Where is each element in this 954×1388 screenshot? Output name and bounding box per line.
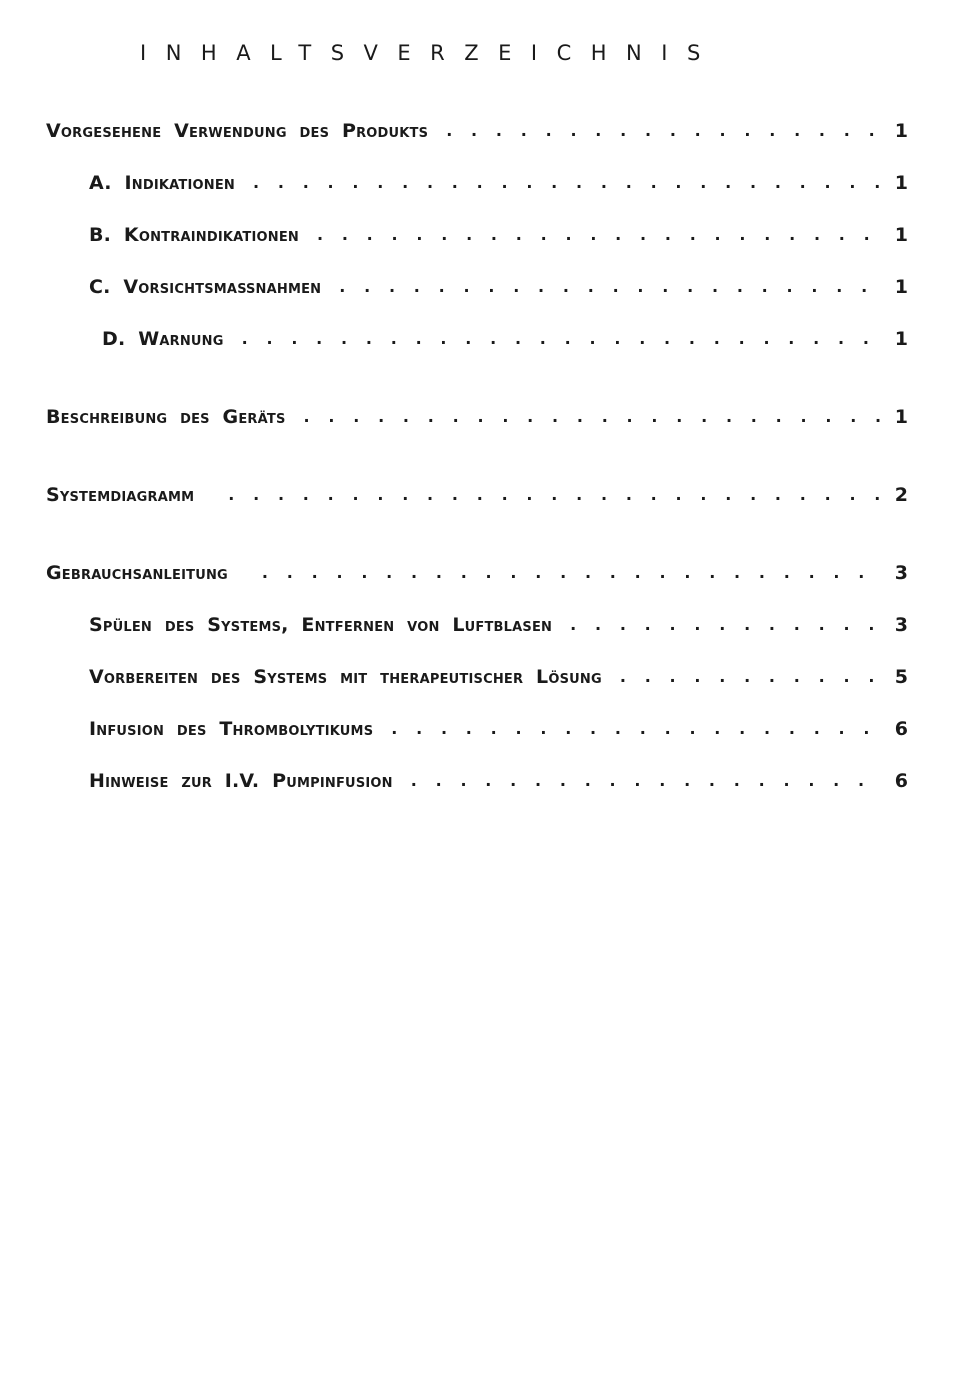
toc-entry-contraindications[interactable] [89, 222, 908, 248]
toc-entry-indications[interactable] [89, 170, 908, 196]
toc-entry-instructions[interactable] [46, 560, 908, 586]
dot-leader [253, 170, 880, 196]
toc-page-number: 1 [894, 328, 908, 350]
toc-page-number: 2 [894, 484, 908, 506]
dot-leader [304, 404, 880, 430]
dot-leader [411, 768, 880, 794]
dot-leader [391, 716, 880, 742]
dot-leader [620, 664, 880, 690]
dot-leader [242, 326, 880, 352]
toc-entry-label: B. Kontraindikationen [89, 224, 299, 246]
toc-entry-label: Spülen des Systems, Entfernen von Luftblasen [89, 614, 553, 636]
toc-entry-label: Systemdiagramm [46, 484, 195, 506]
dot-leader [317, 222, 880, 248]
toc-entry-label: C. Vorsichtsmaßnahmen [89, 276, 322, 298]
toc-page-number: 1 [894, 224, 908, 246]
toc-entry-label: Infusion des Thrombolytikums [89, 718, 374, 740]
toc-title: INHALTSVERZEICHNIS [140, 41, 720, 65]
toc-entry-flushing[interactable] [89, 612, 908, 638]
toc-entry-label: Hinweise zur I.V. Pumpinfusion [89, 770, 393, 792]
toc-page-number: 1 [894, 172, 908, 194]
toc-entry-precautions[interactable] [89, 274, 908, 300]
toc-entry-warning[interactable] [102, 326, 908, 352]
toc-page-number: 3 [894, 562, 908, 584]
toc-page-number: 5 [894, 666, 908, 688]
toc-entry-label: Gebrauchsanleitung [46, 562, 228, 584]
toc-page-number: 6 [894, 718, 908, 740]
dot-leader [570, 612, 880, 638]
dot-leader [339, 274, 880, 300]
toc-entry-label: A. Indikationen [89, 172, 235, 194]
toc-entry-label: D. Warnung [102, 328, 224, 350]
toc-entry-pump-notes[interactable] [89, 768, 908, 794]
toc-entry-infusion[interactable] [89, 716, 908, 742]
dot-leader [446, 118, 880, 144]
toc-page-number: 1 [894, 120, 908, 142]
toc-page-number: 1 [894, 276, 908, 298]
toc-page-number: 3 [894, 614, 908, 636]
toc-entry-intended-use[interactable] [46, 118, 908, 144]
dot-leader [228, 482, 880, 508]
toc-entry-system-diagram[interactable] [46, 482, 908, 508]
toc-page-number: 6 [894, 770, 908, 792]
toc-entry-device-description[interactable] [46, 404, 908, 430]
toc-entry-label: Beschreibung des Geräts [46, 406, 286, 428]
toc-entry-label: Vorbereiten des Systems mit therapeutischer Lösung [89, 666, 602, 688]
toc-entry-preparing[interactable] [89, 664, 908, 690]
dot-leader [262, 560, 880, 586]
toc-page-number: 1 [894, 406, 908, 428]
toc-entry-label: Vorgesehene Verwendung des Produkts [46, 120, 429, 142]
